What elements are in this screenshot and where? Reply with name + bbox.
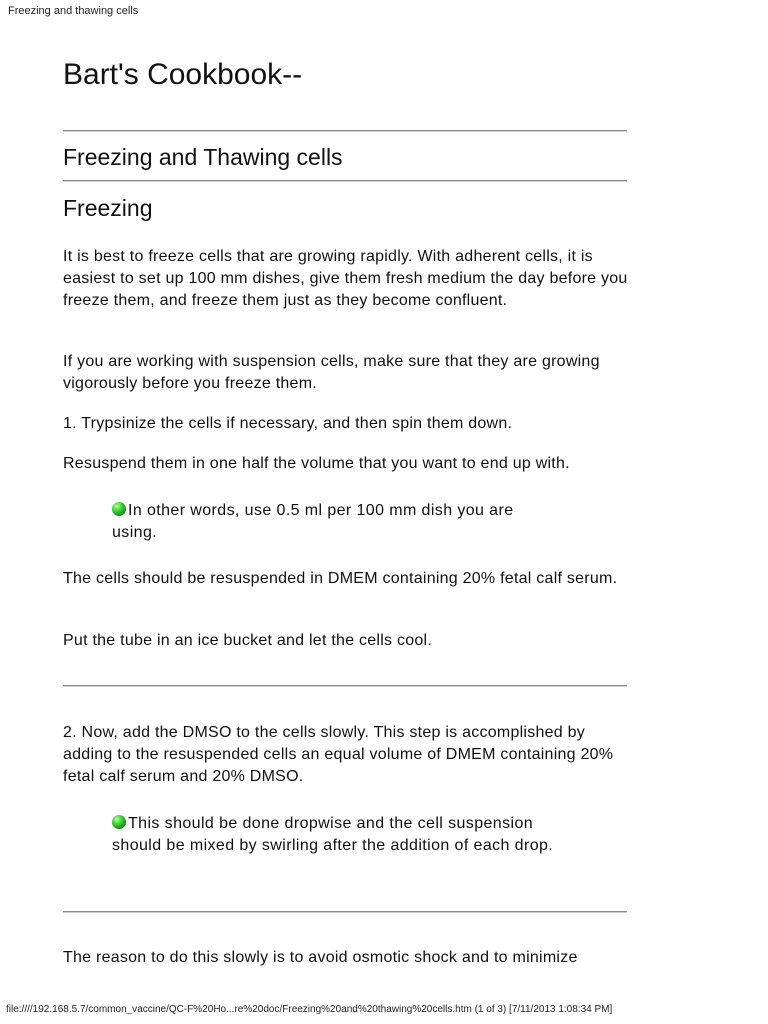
note-1	[112, 500, 562, 544]
divider	[63, 180, 627, 182]
print-header: Freezing and thawing cells	[8, 5, 139, 17]
print-footer: file:////192.168.5.7/common_vaccine/QC-F%20Ho...re%20doc/Freezing%20and%20thawing%20cells.htm (1 of 3) [7/11/2013 1:08:34 PM]	[6, 1004, 613, 1015]
ice-paragraph: Put the tube in an ice bucket and let the cells cool.	[63, 632, 433, 649]
intro-paragraph-1: It is best to freeze cells that are growing rapidly. With adherent cells, it is easiest to set up 100 mm dishes, give them fresh medium the day before you freeze them, and freeze them just as they become confluent.	[63, 248, 628, 309]
green-ball-bullet-icon	[112, 502, 126, 516]
note-2	[112, 813, 562, 857]
subsection-heading: Freezing	[63, 195, 153, 221]
reason-paragraph: The reason to do this slowly is to avoid osmotic shock and to minimize	[63, 949, 578, 966]
resuspend-paragraph: Resuspend them in one half the volume that you want to end up with.	[63, 455, 570, 472]
divider	[63, 130, 627, 132]
note-1-text: In other words, use 0.5 ml per 100 mm dish you are using.	[112, 502, 514, 541]
page-title: Bart's Cookbook--	[63, 58, 303, 91]
green-ball-bullet-icon	[112, 815, 126, 829]
section-heading: Freezing and Thawing cells	[63, 144, 343, 170]
intro-paragraph-2: If you are working with suspension cells, make sure that they are growing vigorously before you freeze them.	[63, 353, 600, 392]
divider	[63, 685, 627, 687]
step-1-paragraph: 1. Trypsinize the cells if necessary, and then spin them down.	[63, 415, 513, 432]
step-2-paragraph: 2. Now, add the DMSO to the cells slowly. This step is accomplished by adding to the resuspended cells an equal volume of DMEM containing 20% fetal calf serum and 20% DMSO.	[63, 724, 614, 785]
medium-paragraph: The cells should be resuspended in DMEM containing 20% fetal calf serum.	[63, 570, 618, 587]
note-2-text: This should be done dropwise and the cell suspension should be mixed by swirling after the addition of each drop.	[112, 815, 554, 854]
divider	[63, 911, 627, 913]
